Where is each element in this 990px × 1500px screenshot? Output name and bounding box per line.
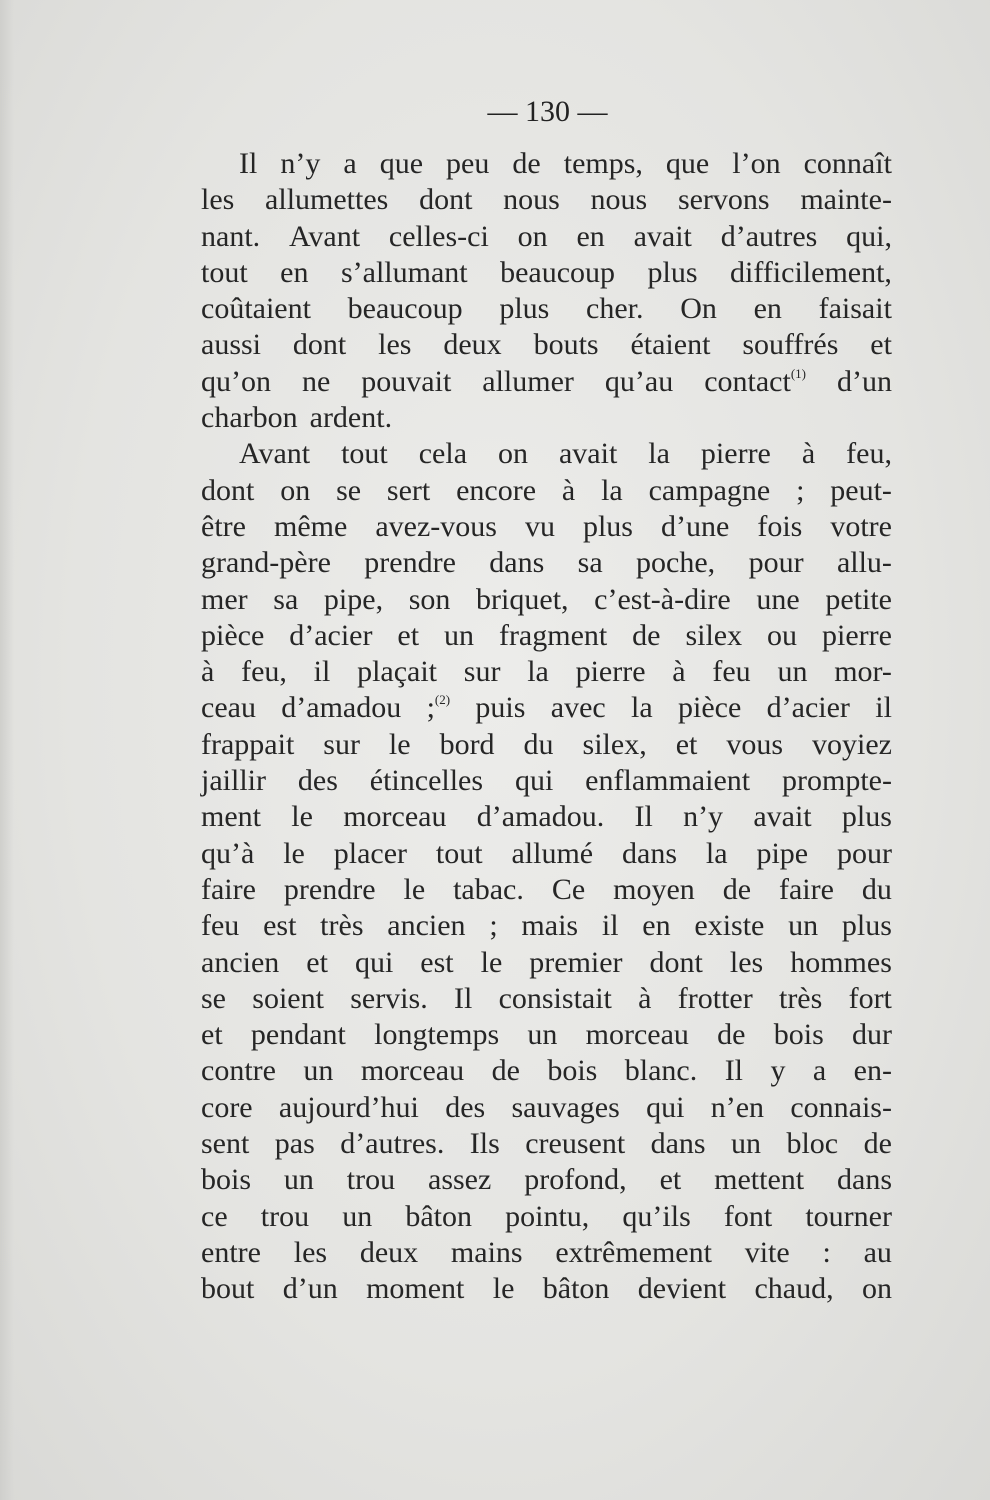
- footnote-marker: (1): [790, 365, 806, 381]
- text-line: ment le morceau d’amadou. Il n’y avait plus: [201, 800, 892, 834]
- text-line: feu est très ancien ; mais il en existe un plus: [201, 909, 892, 943]
- text-line: core aujourd’hui des sauvages qui n’en connais-: [201, 1090, 892, 1124]
- text-line: contre un morceau de bois blanc. Il y a en-: [201, 1054, 892, 1088]
- text-line: les allumettes dont nous nous servons mainte-: [201, 183, 892, 217]
- text-line: dont on se sert encore à la campagne ; peut-: [201, 473, 892, 507]
- text-line: pièce d’acier et un fragment de silex ou pierre: [201, 618, 892, 652]
- text-line: être même avez-vous vu plus d’une fois votre: [201, 509, 892, 543]
- body-text: [201, 146, 892, 1308]
- text-line: grand-père prendre dans sa poche, pour allu-: [201, 546, 892, 580]
- text-line: sent pas d’autres. Ils creusent dans un bloc de: [201, 1127, 892, 1161]
- text-line: qu’à le placer tout allumé dans la pipe pour: [201, 836, 892, 870]
- text-line: à feu, il plaçait sur la pierre à feu un mor-: [201, 655, 892, 689]
- text-line: Il n’y a que peu de temps, que l’on connaît: [239, 147, 892, 180]
- text-line: coûtaient beaucoup plus cher. On en faisait: [201, 292, 892, 326]
- text-line: Avant tout cela on avait la pierre à feu,: [239, 437, 892, 471]
- page-number: — 130 —: [487, 95, 608, 128]
- text-line: jaillir des étincelles qui enflammaient prompte-: [201, 764, 892, 798]
- text-line: aussi dont les deux bouts étaient souffrés et: [201, 328, 892, 362]
- text-line: ancien et qui est le premier dont les hommes: [201, 945, 892, 979]
- text-line: ceau d’amadou ;$^{(2)}$ puis avec la pièce d’acier il: [201, 691, 892, 725]
- text-line: frappait sur le bord du silex, et vous voyiez: [201, 727, 892, 761]
- text-line: faire prendre le tabac. Ce moyen de faire du: [201, 872, 892, 906]
- text-line: et pendant longtemps un morceau de bois dur: [201, 1018, 892, 1052]
- page-edge-shadow: [0, 0, 14, 1500]
- text-line: charbon ardent.: [201, 401, 393, 435]
- text-line: qu’on ne pouvait allumer qu’au contact$^{(1)}$ d’un: [201, 364, 892, 398]
- footnote-marker: (2): [434, 692, 451, 708]
- text-line: nant. Avant celles-ci on en avait d’autres qui,: [201, 219, 892, 253]
- text-line: tout en s’allumant beaucoup plus difficilement,: [201, 255, 892, 289]
- text-line: bout d’un moment le bâton devient chaud, on: [201, 1272, 892, 1306]
- text-line: se soient servis. Il consistait à frotter très fort: [201, 981, 892, 1015]
- text-line: ce trou un bâton pointu, qu’ils font tourner: [201, 1199, 892, 1233]
- text-line: bois un trou assez profond, et mettent dans: [201, 1163, 892, 1197]
- text-line: mer sa pipe, son briquet, c’est-à-dire une petite: [201, 582, 892, 616]
- text-line: entre les deux mains extrêmement vite : au: [201, 1235, 892, 1269]
